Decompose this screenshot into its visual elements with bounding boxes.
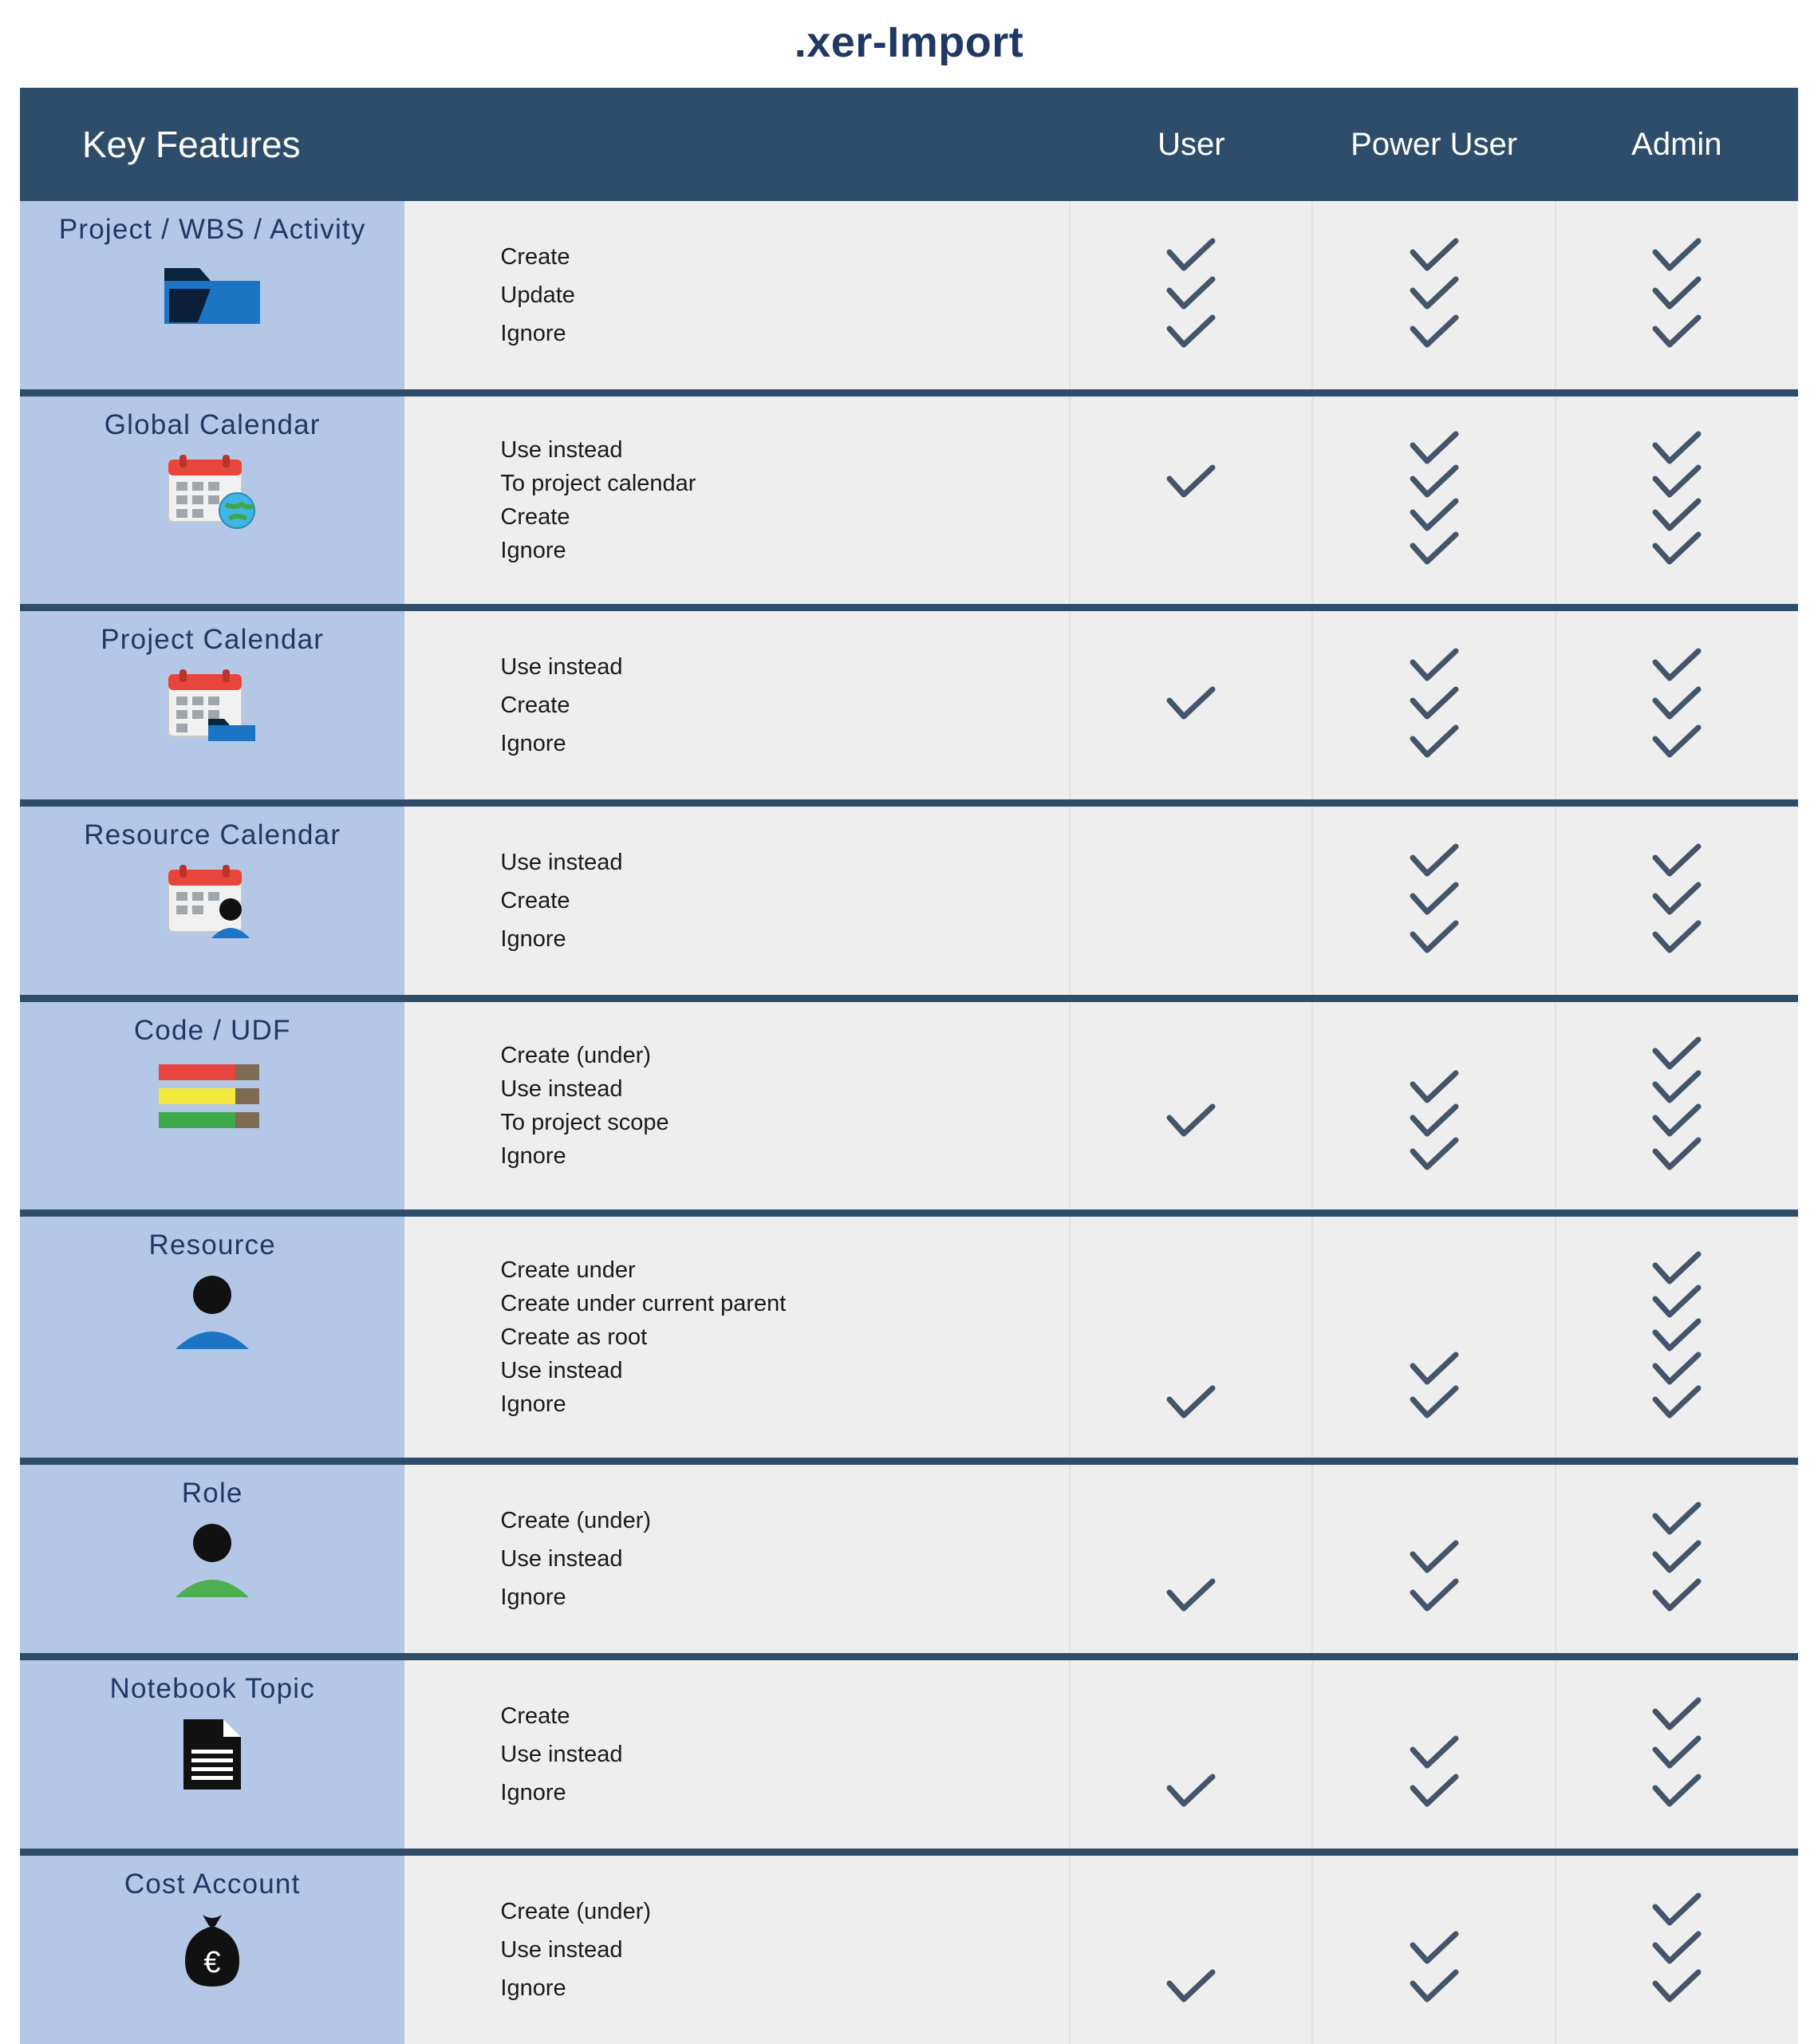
- check-icon: [1410, 1106, 1459, 1139]
- check-cell-user: [1070, 807, 1312, 995]
- check-icon: [1410, 1774, 1459, 1812]
- row-separator-fill: [20, 995, 1798, 1002]
- action-label: Ignore: [500, 538, 566, 563]
- action-list: [500, 843, 1069, 958]
- check-cell-power-user: [1312, 397, 1555, 604]
- check-icon: [1410, 648, 1459, 686]
- check-icon: [1652, 1892, 1702, 1931]
- action-list: [500, 1697, 1069, 1812]
- row-separator-fill: [20, 799, 1798, 807]
- matrix-header: [20, 88, 1798, 201]
- feature-cell: [20, 1856, 404, 2044]
- check-icon: [1652, 1072, 1702, 1106]
- check-column: [1556, 238, 1798, 353]
- check-column: [1071, 433, 1311, 567]
- check-icon: [1652, 1039, 1702, 1072]
- check-cell-power-user: [1312, 807, 1555, 995]
- check-icon: [1410, 1072, 1459, 1106]
- check-icon: [1410, 1387, 1459, 1421]
- check-icon: [1652, 1931, 1702, 1969]
- check-cell-power-user: [1312, 1465, 1555, 1653]
- feature-label: Cost Account: [124, 1868, 301, 1900]
- check-icon: [1166, 314, 1216, 353]
- check-icon: [1652, 1106, 1702, 1139]
- action-list: [500, 1039, 1069, 1173]
- check-column: [1556, 843, 1798, 958]
- feature-cell: [20, 397, 404, 604]
- action-label: To project calendar: [500, 471, 696, 496]
- check-cell-power-user: [1312, 201, 1555, 389]
- check-column: [1313, 1892, 1554, 2007]
- action-label: Create (under): [500, 1043, 652, 1068]
- check-icon: [1652, 882, 1702, 920]
- check-cell-user: [1070, 1217, 1312, 1458]
- check-column: [1071, 1892, 1311, 2007]
- action-label: Create (under): [500, 1508, 652, 1533]
- check-icon: [1652, 534, 1702, 567]
- action-label: Create: [500, 888, 570, 913]
- action-label: Use instead: [500, 437, 623, 463]
- row-separator-fill: [20, 389, 1798, 397]
- check-icon: [1652, 314, 1702, 353]
- feature-cell: [20, 807, 404, 995]
- check-column: [1556, 1892, 1798, 2007]
- header-actions: [404, 88, 1070, 201]
- check-icon: [1652, 843, 1702, 882]
- check-icon: [1410, 534, 1459, 567]
- row-separator: [20, 799, 1798, 807]
- check-icon: [1166, 238, 1216, 276]
- action-label: Use instead: [500, 1076, 623, 1102]
- action-label: Create: [500, 504, 570, 530]
- check-icon: [1652, 920, 1702, 958]
- feature-label: Resource: [148, 1229, 276, 1261]
- check-icon: [1652, 1354, 1702, 1387]
- check-icon: [1410, 1354, 1459, 1387]
- feature-cell: [20, 611, 404, 799]
- check-column: [1071, 648, 1311, 763]
- check-cell-user: [1070, 1465, 1312, 1653]
- header-role-user: User: [1070, 88, 1312, 201]
- check-icon: [1166, 1578, 1216, 1616]
- row-separator: [20, 1458, 1798, 1465]
- row-separator: [20, 1849, 1798, 1856]
- row-separator-fill: [20, 1849, 1798, 1856]
- check-icon: [1166, 686, 1216, 724]
- check-icon: [1652, 1501, 1702, 1540]
- action-label: Create under: [500, 1257, 636, 1283]
- row-separator-fill: [20, 1458, 1798, 1465]
- actions-cell: [404, 1465, 1070, 1653]
- row-separator: [20, 995, 1798, 1002]
- action-label: Update: [500, 282, 575, 308]
- actions-cell: [404, 1002, 1070, 1209]
- check-column: [1313, 1697, 1554, 1812]
- check-icon: [1410, 314, 1459, 353]
- check-icon: [1410, 882, 1459, 920]
- check-icon: [1410, 920, 1459, 958]
- check-column: [1071, 843, 1311, 958]
- check-icon: [1410, 686, 1459, 724]
- check-icon: [1166, 1387, 1216, 1421]
- check-icon: [1410, 1578, 1459, 1616]
- check-icon: [1410, 1931, 1459, 1969]
- actions-cell: [404, 1856, 1070, 2044]
- check-icon: [1410, 467, 1459, 500]
- feature-label: Project Calendar: [101, 624, 325, 655]
- action-label: Create under current parent: [500, 1291, 787, 1316]
- action-label: To project scope: [500, 1110, 669, 1135]
- check-column: [1071, 1501, 1311, 1616]
- actions-cell: [404, 1217, 1070, 1458]
- check-column: [1313, 433, 1554, 567]
- feature-cell: [20, 201, 404, 389]
- check-cell-user: [1070, 397, 1312, 604]
- check-icon: [1652, 1697, 1702, 1735]
- check-cell-power-user: [1312, 1217, 1555, 1458]
- money-bag-euro-icon: [26, 1912, 398, 1988]
- action-list: [500, 238, 1069, 353]
- table-row: [20, 1465, 1798, 1653]
- action-label: Ignore: [500, 321, 566, 346]
- check-icon: [1166, 1106, 1216, 1139]
- check-icon: [1652, 724, 1702, 763]
- check-icon: [1410, 1735, 1459, 1774]
- table-row: [20, 807, 1798, 995]
- check-cell-admin: [1556, 1002, 1798, 1209]
- person-blue-icon: [26, 1273, 398, 1349]
- document-icon: [26, 1716, 398, 1793]
- table-row: [20, 1217, 1798, 1458]
- check-column: [1313, 648, 1554, 763]
- check-icon: [1410, 724, 1459, 763]
- feature-cell: [20, 1660, 404, 1849]
- check-cell-user: [1070, 1660, 1312, 1849]
- check-icon: [1166, 467, 1216, 500]
- check-icon: [1652, 686, 1702, 724]
- person-green-icon: [26, 1521, 398, 1597]
- row-separator: [20, 1653, 1798, 1660]
- row-separator-fill: [20, 1209, 1798, 1217]
- action-list: [500, 433, 1069, 567]
- action-label: Ignore: [500, 1975, 566, 2001]
- check-cell-power-user: [1312, 1856, 1555, 2044]
- check-icon: [1410, 1139, 1459, 1173]
- check-cell-user: [1070, 1002, 1312, 1209]
- check-column: [1556, 1253, 1798, 1421]
- folder-icon: [26, 257, 398, 333]
- check-cell-admin: [1556, 1217, 1798, 1458]
- action-label: Create as root: [500, 1324, 648, 1350]
- header-key-features: Key Features: [20, 88, 404, 201]
- check-column: [1071, 1253, 1311, 1421]
- action-label: Use instead: [500, 1937, 623, 1963]
- action-label: Use instead: [500, 654, 623, 680]
- actions-cell: [404, 807, 1070, 995]
- check-icon: [1652, 1139, 1702, 1173]
- check-icon: [1652, 1735, 1702, 1774]
- actions-cell: [404, 611, 1070, 799]
- feature-label: Code / UDF: [133, 1015, 291, 1046]
- check-column: [1556, 1501, 1798, 1616]
- check-column: [1313, 1253, 1554, 1421]
- check-column: [1556, 648, 1798, 763]
- check-column: [1313, 238, 1554, 353]
- check-icon: [1410, 276, 1459, 314]
- check-icon: [1652, 238, 1702, 276]
- action-label: Create: [500, 1703, 570, 1729]
- table-row: [20, 1002, 1798, 1209]
- feature-cell: [20, 1217, 404, 1458]
- check-cell-power-user: [1312, 1002, 1555, 1209]
- header-role-admin: Admin: [1556, 88, 1798, 201]
- action-label: Create: [500, 244, 570, 270]
- check-column: [1556, 1039, 1798, 1173]
- matrix-body: [20, 201, 1798, 2044]
- action-label: Ignore: [500, 926, 566, 952]
- check-icon: [1166, 1774, 1216, 1812]
- check-icon: [1410, 238, 1459, 276]
- check-icon: [1410, 500, 1459, 534]
- color-bars-icon: [26, 1058, 398, 1134]
- check-icon: [1410, 843, 1459, 882]
- action-label: Ignore: [500, 1143, 566, 1169]
- actions-cell: [404, 397, 1070, 604]
- check-icon: [1652, 1540, 1702, 1578]
- check-icon: [1166, 276, 1216, 314]
- check-cell-admin: [1556, 611, 1798, 799]
- check-icon: [1652, 1774, 1702, 1812]
- check-icon: [1652, 467, 1702, 500]
- action-list: [500, 1892, 1069, 2007]
- calendar-globe-icon: [26, 452, 398, 529]
- check-icon: [1652, 1253, 1702, 1287]
- feature-label: Global Calendar: [104, 409, 321, 440]
- feature-cell: [20, 1465, 404, 1653]
- row-separator: [20, 389, 1798, 397]
- key-features-matrix: [20, 88, 1798, 2044]
- check-icon: [1410, 433, 1459, 467]
- check-column: [1313, 843, 1554, 958]
- check-cell-user: [1070, 611, 1312, 799]
- check-icon: [1652, 1969, 1702, 2007]
- action-label: Ignore: [500, 731, 566, 756]
- row-separator-fill: [20, 604, 1798, 611]
- check-icon: [1652, 1287, 1702, 1320]
- check-column: [1313, 1039, 1554, 1173]
- table-row: [20, 397, 1798, 604]
- check-icon: [1652, 276, 1702, 314]
- row-separator: [20, 1209, 1798, 1217]
- feature-cell: [20, 1002, 404, 1209]
- check-icon: [1652, 1387, 1702, 1421]
- check-icon: [1652, 433, 1702, 467]
- calendar-person-icon: [26, 862, 398, 939]
- check-column: [1313, 1501, 1554, 1616]
- table-row: [20, 611, 1798, 799]
- page-title: .xer-Import: [794, 18, 1024, 66]
- check-cell-power-user: [1312, 1660, 1555, 1849]
- check-column: [1071, 238, 1311, 353]
- check-column: [1071, 1697, 1311, 1812]
- check-cell-admin: [1556, 397, 1798, 604]
- header-role-power-user: Power User: [1312, 88, 1555, 201]
- check-cell-admin: [1556, 807, 1798, 995]
- check-icon: [1166, 1969, 1216, 2007]
- actions-cell: [404, 1660, 1070, 1849]
- action-list: [500, 1501, 1069, 1616]
- check-cell-user: [1070, 1856, 1312, 2044]
- table-row: [20, 1856, 1798, 2044]
- feature-label: Resource Calendar: [84, 819, 341, 850]
- action-label: Use instead: [500, 1742, 623, 1767]
- row-separator-fill: [20, 1653, 1798, 1660]
- action-label: Ignore: [500, 1584, 566, 1610]
- table-row: [20, 201, 1798, 389]
- check-icon: [1652, 648, 1702, 686]
- check-icon: [1652, 1320, 1702, 1354]
- actions-cell: [404, 201, 1070, 389]
- check-cell-admin: [1556, 201, 1798, 389]
- action-list: [500, 1253, 1069, 1421]
- check-column: [1556, 433, 1798, 567]
- action-label: Use instead: [500, 850, 623, 875]
- feature-label: Project / WBS / Activity: [58, 214, 366, 245]
- calendar-folder-icon: [26, 667, 398, 744]
- check-cell-power-user: [1312, 611, 1555, 799]
- check-cell-user: [1070, 201, 1312, 389]
- action-label: Ignore: [500, 1391, 566, 1417]
- action-list: [500, 648, 1069, 763]
- action-label: Use instead: [500, 1546, 623, 1572]
- check-icon: [1410, 1540, 1459, 1578]
- row-separator: [20, 604, 1798, 611]
- action-label: Use instead: [500, 1358, 623, 1383]
- action-label: Create (under): [500, 1899, 652, 1924]
- check-cell-admin: [1556, 1465, 1798, 1653]
- check-icon: [1410, 1969, 1459, 2007]
- action-label: Ignore: [500, 1780, 566, 1805]
- action-label: Create: [500, 693, 570, 718]
- feature-label: Role: [181, 1478, 243, 1509]
- check-cell-admin: [1556, 1660, 1798, 1849]
- check-cell-admin: [1556, 1856, 1798, 2044]
- table-row: [20, 1660, 1798, 1849]
- check-column: [1071, 1039, 1311, 1173]
- feature-label: Notebook Topic: [109, 1673, 315, 1704]
- check-icon: [1652, 1578, 1702, 1616]
- svg-text:€: €: [203, 1946, 221, 1979]
- check-column: [1556, 1697, 1798, 1812]
- check-icon: [1652, 500, 1702, 534]
